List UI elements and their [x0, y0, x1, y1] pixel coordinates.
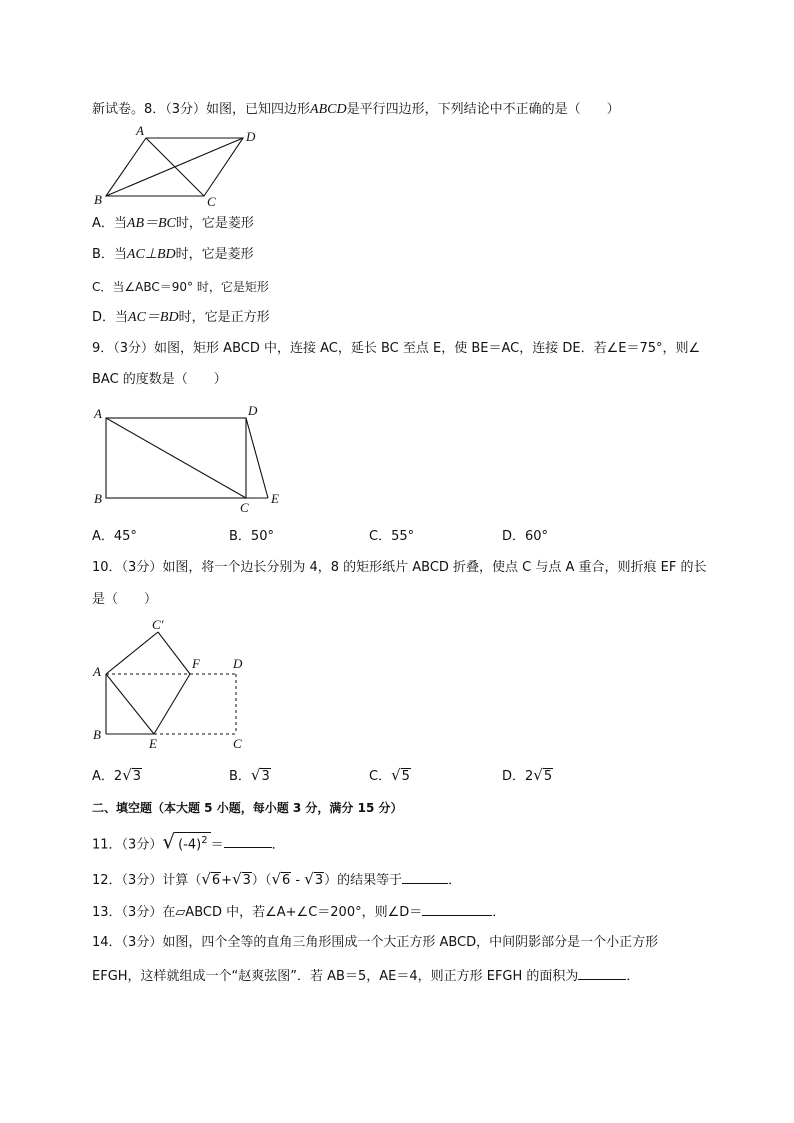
q11-stem: 11．（3分）√ $(-4)^2$ ＝ ． — [92, 829, 285, 854]
q10-label-cprime: C′ — [152, 617, 164, 632]
q10-stem-line1: 10．（3分）如图，将一个边长分别为 4，8 的矩形纸片 ABCD 折叠，使点 C 与点 A 重合，则折痕 EF 的长 — [92, 560, 707, 575]
q10-label-d: D — [233, 656, 243, 671]
q8-option-b[interactable]: B．当AC⊥BD时，它是菱形 — [92, 247, 254, 262]
q9-label-b: B — [94, 491, 102, 506]
q9-segment-de — [246, 418, 268, 498]
q8-option-c[interactable]: C．当∠ABC＝90° 时，它是矩形 — [92, 280, 269, 294]
q9-label-c: C — [240, 500, 249, 515]
q10-option-d[interactable]: D．2√5 — [502, 766, 553, 784]
q10-segment-ae — [106, 674, 154, 734]
q9-stem-line2: BAC 的度数是（ ） — [92, 372, 227, 387]
q8-label-d: D — [246, 129, 256, 144]
q10-segment-cpf — [158, 632, 190, 674]
q8-label-a: A — [136, 124, 144, 138]
q10-option-a[interactable]: A．2√3 — [92, 766, 142, 784]
q10-option-b[interactable]: B．√3 — [229, 766, 270, 784]
q14-stem-line1: 14．（3分）如图，四个全等的直角三角形围成一个大正方形 ABCD，中间阴影部分是一个小正方形 — [92, 935, 659, 950]
q10-fold-ef — [154, 674, 190, 734]
q10-label-b: B — [93, 727, 101, 742]
q9-figure — [88, 400, 298, 520]
q8-stem: 新试卷。8．（3分）如图，已知四边形ABCD是平行四边形，下列结论中不正确的是（ ） — [92, 102, 620, 117]
section2-heading: 二、填空题（本大题 5 小题，每小题 3 分，满分 15 分） — [92, 801, 403, 815]
q10-stem-line2: 是（ ） — [92, 592, 158, 607]
q8-figure — [88, 124, 268, 210]
q10-option-c[interactable]: C．√5 — [369, 766, 410, 784]
q9-option-a[interactable]: A．45° — [92, 529, 137, 544]
q9-option-b[interactable]: B．50° — [229, 529, 274, 544]
q9-option-d[interactable]: D．60° — [502, 529, 549, 544]
q10-label-e: E — [149, 736, 157, 751]
q9-option-c[interactable]: C．55° — [369, 529, 415, 544]
q9-stem-line1: 9．（3分）如图，矩形 ABCD 中，连接 AC，延长 BC 至点 E，使 BE＝AC，连接 DE．若∠E＝75°，则∠ — [92, 341, 701, 356]
q10-label-f: F — [192, 656, 200, 671]
q13-answer-blank[interactable] — [422, 902, 492, 916]
q10-segment-acp — [106, 632, 158, 674]
q10-label-c: C — [233, 736, 242, 751]
q8-option-d[interactable]: D．当AC＝BD时，它是正方形 — [92, 310, 270, 325]
q14-stem-line2: EFGH，这样就组成一个“赵爽弦图”．若 AB＝5，AE＝4，则正方形 EFGH 的面积为 ． — [92, 966, 639, 986]
q13-stem: 13．（3分）在▱ABCD 中，若∠A+∠C＝200°，则∠D＝ ． — [92, 902, 505, 922]
q8-label-b: B — [94, 192, 102, 207]
q10-figure — [88, 616, 258, 752]
q8-option-a[interactable]: A．当AB＝BC时，它是菱形 — [92, 216, 254, 231]
q9-label-a: A — [94, 406, 102, 421]
q12-answer-blank[interactable] — [402, 870, 448, 884]
q8-label-c: C — [207, 194, 216, 209]
q10-label-a: A — [93, 664, 101, 679]
q8-abcd: ABCD — [310, 102, 347, 117]
q11-answer-blank[interactable] — [224, 834, 272, 848]
q12-stem: 12．（3分）计算（√6+√3）（√6 - √3）的结果等于 ． — [92, 870, 462, 888]
q9-diagonal-ac — [106, 418, 246, 498]
q14-answer-blank[interactable] — [578, 966, 626, 980]
q9-label-e: E — [271, 491, 279, 506]
q9-label-d: D — [248, 403, 258, 418]
